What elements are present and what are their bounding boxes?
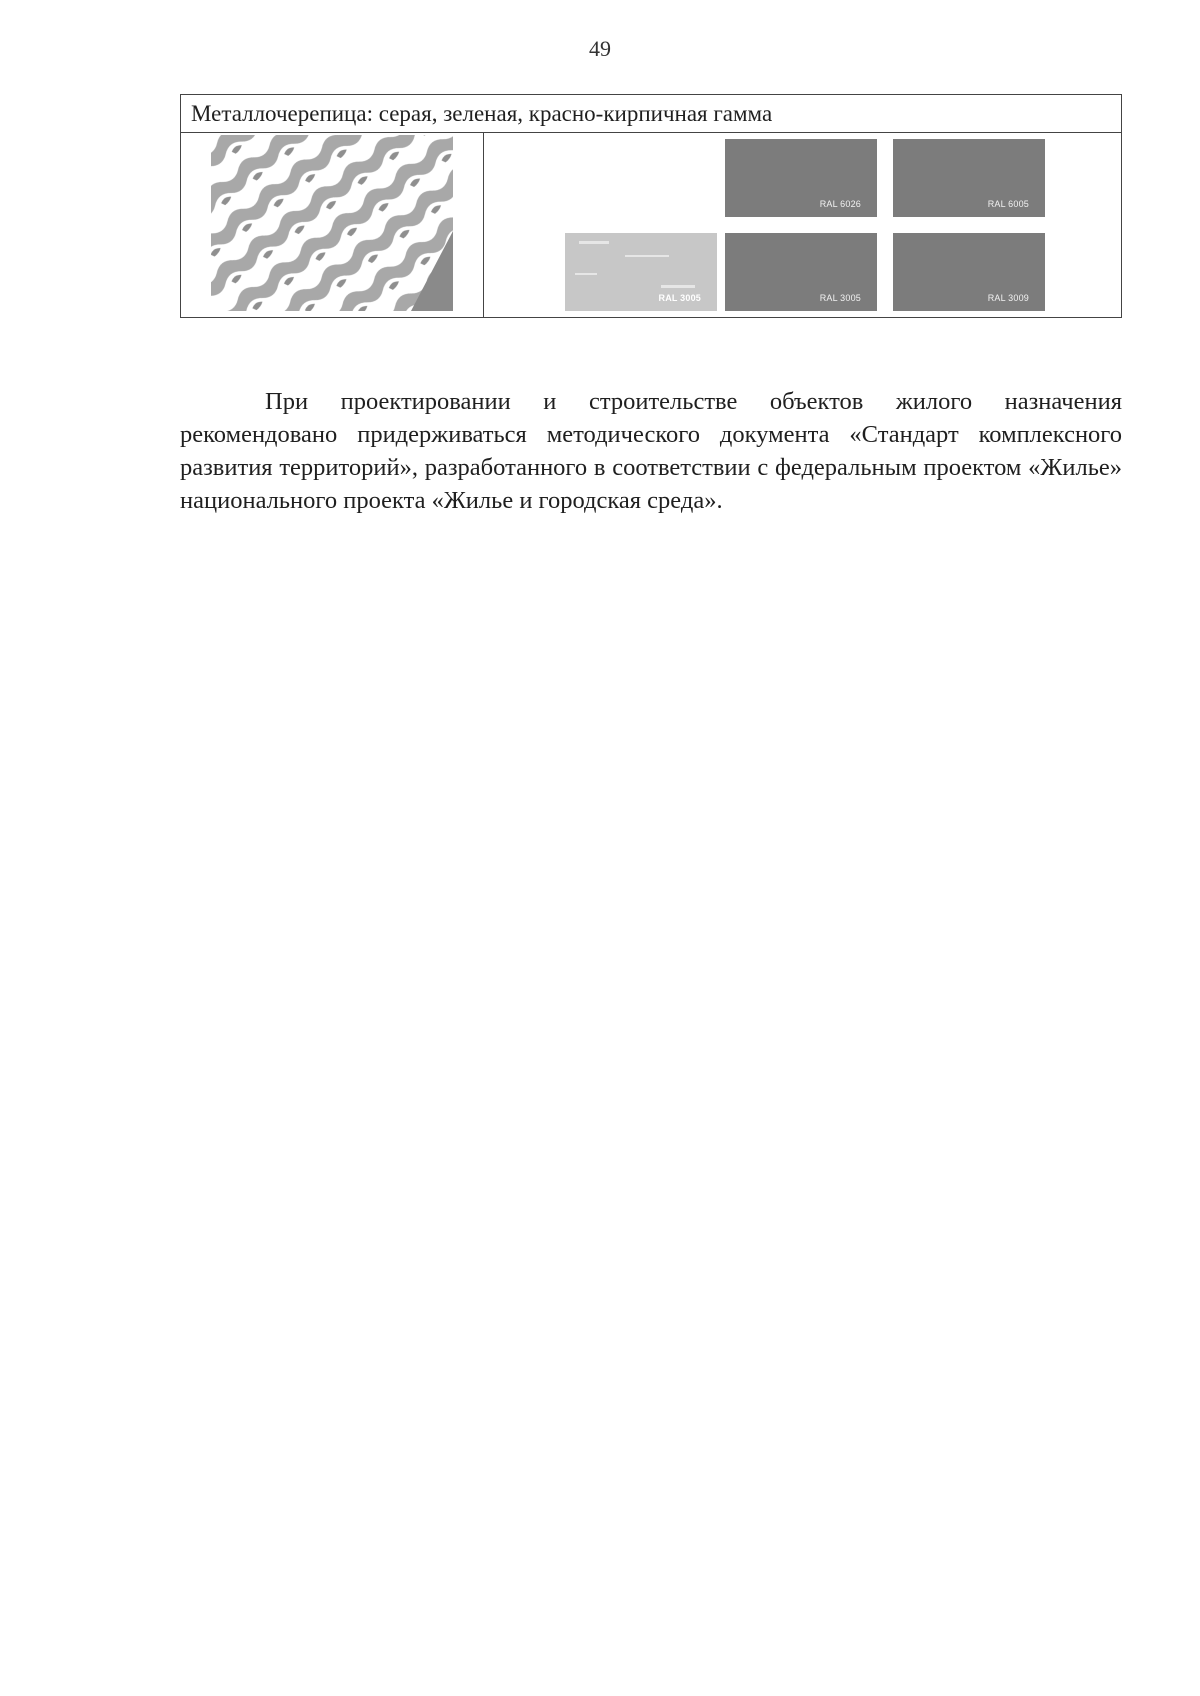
swatch-label: RAL 6026 (819, 199, 861, 209)
color-swatch-ral-6005 (893, 139, 1045, 217)
swatch-label: RAL 3009 (987, 293, 1029, 303)
page-number: 49 (589, 36, 611, 61)
roof-tile-table (180, 94, 1122, 318)
body-paragraph: При проектировании и строительстве объектов жилого назначения рекомендовано придерживаться методического документа «Стандарт комплексного развития территорий», разработанного в соответствии с федеральным проектом «Жилье» национального проекта «Жилье и городская среда». (180, 387, 1122, 514)
color-swatch-ral-3005 (725, 233, 877, 311)
metal-tile-pattern-svg (211, 135, 453, 311)
swatch-label: RAL 6005 (987, 199, 1029, 209)
swatch-label: RAL 3005 (819, 293, 861, 303)
color-swatch-ral-3005-light (565, 233, 717, 311)
metal-tile-pattern-image (211, 135, 453, 311)
tile-table-header: Металлочерепица: серая, зеленая, красно-кирпичная гамма (181, 95, 1121, 133)
swatch-label: RAL 3005 (658, 293, 701, 303)
table-column-divider (483, 133, 484, 317)
color-swatch-ral-6026 (725, 139, 877, 217)
color-swatch-ral-3009 (893, 233, 1045, 311)
